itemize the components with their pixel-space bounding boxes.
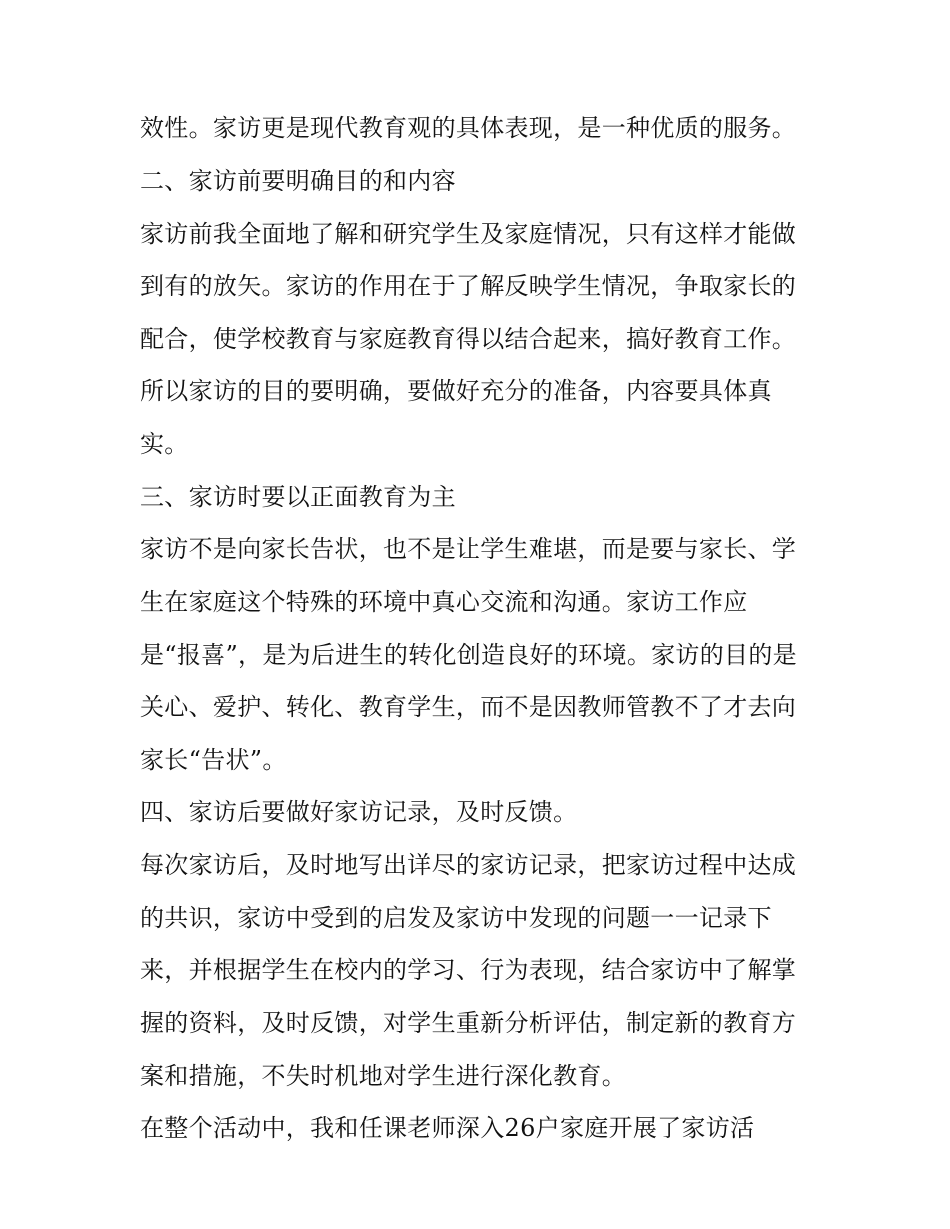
text-line: 在整个活动中，我和任课老师深入26户家庭开展了家访活 <box>140 1114 755 1142</box>
text-line: 所以家访的目的要明确，要做好充分的准备，内容要具体真 <box>140 377 772 405</box>
text-line: 的共识，家访中受到的启发及家访中发现的问题一一记录下 <box>140 904 772 932</box>
text-line: 每次家访后，及时地写出详尽的家访记录，把家访过程中达成 <box>140 851 797 879</box>
section-heading-3: 三、家访时要以正面教育为主 <box>140 483 456 511</box>
text-line: 生在家庭这个特殊的环境中真心交流和沟通。家访工作应 <box>140 588 748 616</box>
text-line: 来，并根据学生在校内的学习、行为表现，结合家访中了解掌 <box>140 956 797 984</box>
text-line: 关心、爱护、转化、教育学生，而不是因教师管教不了才去向 <box>140 693 797 721</box>
section-heading-2: 二、家访前要明确目的和内容 <box>140 167 456 195</box>
text-line: 到有的放矢。家访的作用在于了解反映学生情况，争取家长的 <box>140 272 797 300</box>
text-line: 是“报喜”，是为后进生的转化创造良好的环境。家访的目的是 <box>140 641 797 669</box>
text-line: 案和措施，不失时机地对学生进行深化教育。 <box>140 1062 626 1090</box>
section-heading-4: 四、家访后要做好家访记录，及时反馈。 <box>140 798 578 826</box>
text-line: 效性。家访更是现代教育观的具体表现，是一种优质的服务。 <box>140 114 797 142</box>
text-line: 握的资料，及时反馈，对学生重新分析评估，制定新的教育方 <box>140 1009 797 1037</box>
text-line: 家访不是向家长告状，也不是让学生难堪，而是要与家长、学 <box>140 535 797 563</box>
text-line: 配合，使学校教育与家庭教育得以结合起来，搞好教育工作。 <box>140 325 797 353</box>
text-line: 家访前我全面地了解和研究学生及家庭情况，只有这样才能做 <box>140 220 797 248</box>
text-line: 家长“告状”。 <box>140 746 287 774</box>
text-line: 实。 <box>140 430 189 458</box>
